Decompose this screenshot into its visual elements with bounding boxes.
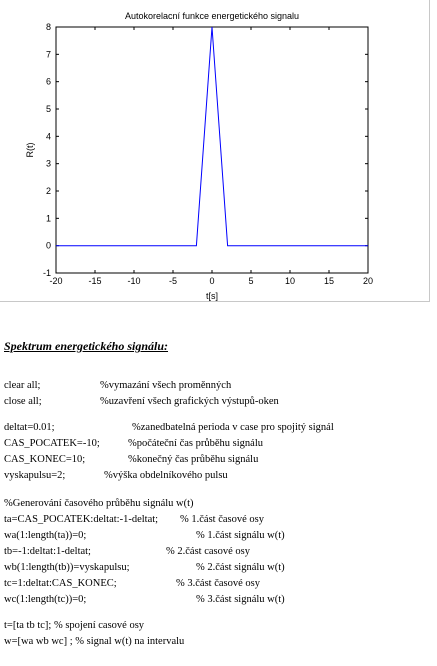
x-tick-label: 0 [209, 276, 215, 286]
y-tick-label: 1 [45, 213, 51, 224]
y-tick-label: 5 [45, 104, 51, 114]
code-command: wc(1:length(tc))=0; [4, 594, 87, 605]
y-tick-label: 2 [45, 186, 51, 196]
code-command: vyskapulsu=2; [4, 470, 66, 481]
code-command: w=[wa wb wc] ; % signal w(t) na intervalu [4, 636, 185, 647]
y-tick-label: 8 [45, 22, 51, 32]
code-comment: %počáteční čas průběhu signálu [128, 438, 263, 449]
code-command: %Generování časového průběhu signálu w(t) [4, 498, 194, 509]
code-command: tc=1:deltat:CAS_KONEC; [4, 578, 117, 589]
code-comment: %výška obdelníkového pulsu [104, 470, 228, 481]
x-tick-label: 10 [284, 276, 296, 286]
x-axis-label: t[s] [205, 291, 219, 301]
code-comment: %uzavření všech grafických výstupů-oken [100, 396, 279, 407]
code-comment: % 1.část časové osy [180, 514, 264, 525]
code-command: tb=-1:deltat:1-deltat; [4, 546, 91, 557]
section-heading: Spektrum energetického signálu: [4, 339, 169, 353]
y-tick-label: -1 [42, 268, 51, 278]
y-tick-label: 6 [45, 76, 51, 87]
plot-area [56, 27, 368, 273]
x-tick-label: 15 [323, 276, 335, 286]
code-command: wb(1:length(tb))=vyskapulsu; [4, 562, 130, 573]
y-tick-label: 3 [45, 158, 51, 169]
code-command: t=[ta tb tc]; % spojení casové osy [4, 620, 145, 631]
y-axis-label: R(t) [25, 142, 35, 158]
x-tick-label: 5 [248, 276, 254, 286]
code-comment: %konečný čas průběhu signálu [128, 454, 259, 465]
code-comment: % 3.část časové osy [176, 578, 260, 589]
y-tick-label: 7 [45, 49, 51, 60]
code-command: close all; [4, 396, 42, 407]
code-command: ta=CAS_POCATEK:deltat:-1-deltat; [4, 514, 159, 525]
figure-frame [0, 0, 430, 302]
code-command: CAS_KONEC=10; [4, 454, 86, 465]
code-comment: % 3.část signálu w(t) [196, 594, 285, 605]
y-tick-label: 0 [45, 240, 51, 251]
autocorrelation-chart [0, 0, 430, 302]
x-tick-label: -10 [127, 276, 141, 286]
code-comment: % 2.část signálu w(t) [196, 562, 285, 573]
x-tick-label: -20 [49, 276, 63, 286]
code-comment: %vymazání všech proměnných [100, 380, 232, 391]
x-tick-label: -15 [88, 276, 102, 286]
code-comment: %zanedbatelná perioda v case pro spojitý signál [132, 422, 334, 433]
code-comment: % 2.část casové osy [166, 546, 250, 557]
x-tick-label: 20 [362, 276, 374, 286]
x-tick-label: -5 [168, 276, 178, 286]
code-command: wa(1:length(ta))=0; [4, 530, 87, 541]
code-command: clear all; [4, 380, 41, 391]
code-command: deltat=0.01; [4, 422, 55, 433]
chart-title: Autokorelacní funkce energetického signalu [124, 11, 300, 21]
code-comment: % 1.část signálu w(t) [196, 530, 285, 541]
y-tick-label: 4 [45, 131, 51, 142]
code-command: CAS_POCATEK=-10; [4, 438, 100, 449]
